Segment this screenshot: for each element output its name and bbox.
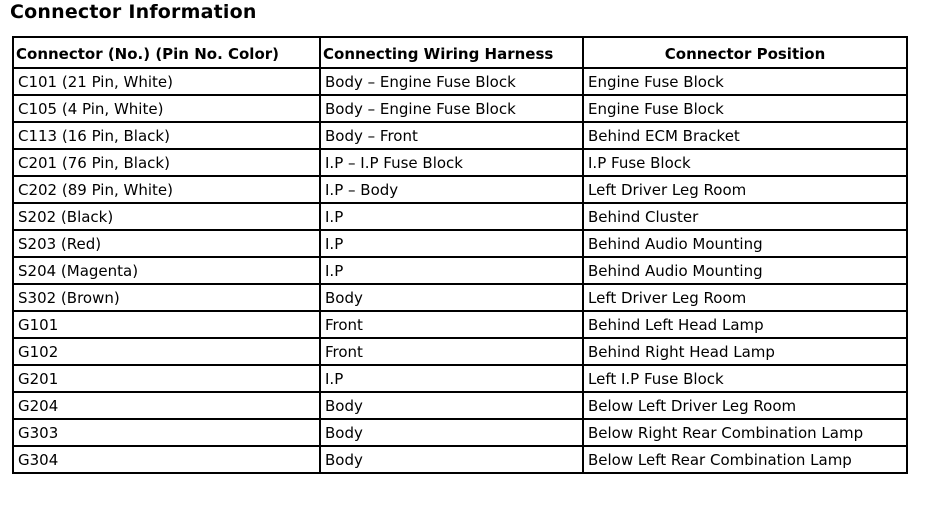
cell-wiring-harness: I.P [320,365,583,392]
table-row [13,338,907,365]
page-title: Connector Information [10,1,257,23]
cell-wiring-harness: I.P – Body [320,176,583,203]
cell-wiring-harness: I.P [320,230,583,257]
cell-wiring-harness: Body [320,446,583,473]
cell-connector: G201 [13,365,320,392]
cell-connector: C105 (4 Pin, White) [13,95,320,122]
cell-wiring-harness: I.P [320,257,583,284]
column-header-wiring-harness: Connecting Wiring Harness [320,37,583,68]
connector-table [12,36,908,474]
table-row [13,392,907,419]
table-row [13,122,907,149]
cell-wiring-harness: Front [320,311,583,338]
cell-wiring-harness: Body [320,419,583,446]
cell-wiring-harness: Body – Engine Fuse Block [320,95,583,122]
cell-connector: S204 (Magenta) [13,257,320,284]
table-row [13,95,907,122]
cell-position: Left Driver Leg Room [583,176,907,203]
cell-position: Behind Audio Mounting [583,230,907,257]
cell-connector: G101 [13,311,320,338]
cell-connector: S302 (Brown) [13,284,320,311]
cell-position: Behind ECM Bracket [583,122,907,149]
table-body [13,68,907,473]
cell-connector: G102 [13,338,320,365]
table-row [13,176,907,203]
cell-position: Behind Cluster [583,203,907,230]
column-header-connector: Connector (No.) (Pin No. Color) [13,37,320,68]
cell-connector: S202 (Black) [13,203,320,230]
cell-connector: C113 (16 Pin, Black) [13,122,320,149]
table-row [13,68,907,95]
cell-wiring-harness: Body [320,392,583,419]
cell-wiring-harness: Front [320,338,583,365]
cell-position: Left I.P Fuse Block [583,365,907,392]
table-row [13,311,907,338]
column-header-position: Connector Position [583,37,907,68]
table-row [13,230,907,257]
cell-position: Behind Right Head Lamp [583,338,907,365]
cell-connector: C101 (21 Pin, White) [13,68,320,95]
cell-position: Engine Fuse Block [583,95,907,122]
cell-connector: C202 (89 Pin, White) [13,176,320,203]
cell-position: Behind Audio Mounting [583,257,907,284]
table-header [13,37,907,68]
cell-wiring-harness: Body – Front [320,122,583,149]
cell-wiring-harness: I.P [320,203,583,230]
cell-position: Below Left Rear Combination Lamp [583,446,907,473]
header-row [13,37,907,68]
cell-connector: S203 (Red) [13,230,320,257]
table-row [13,419,907,446]
cell-position: Left Driver Leg Room [583,284,907,311]
table-row [13,257,907,284]
cell-position: Below Right Rear Combination Lamp [583,419,907,446]
cell-position: I.P Fuse Block [583,149,907,176]
cell-connector: G303 [13,419,320,446]
table-row [13,446,907,473]
cell-position: Engine Fuse Block [583,68,907,95]
table-row [13,149,907,176]
cell-wiring-harness: Body [320,284,583,311]
table-row [13,203,907,230]
cell-wiring-harness: Body – Engine Fuse Block [320,68,583,95]
table-row [13,365,907,392]
cell-connector: G304 [13,446,320,473]
cell-position: Behind Left Head Lamp [583,311,907,338]
cell-wiring-harness: I.P – I.P Fuse Block [320,149,583,176]
cell-connector: C201 (76 Pin, Black) [13,149,320,176]
cell-connector: G204 [13,392,320,419]
table-row [13,284,907,311]
cell-position: Below Left Driver Leg Room [583,392,907,419]
